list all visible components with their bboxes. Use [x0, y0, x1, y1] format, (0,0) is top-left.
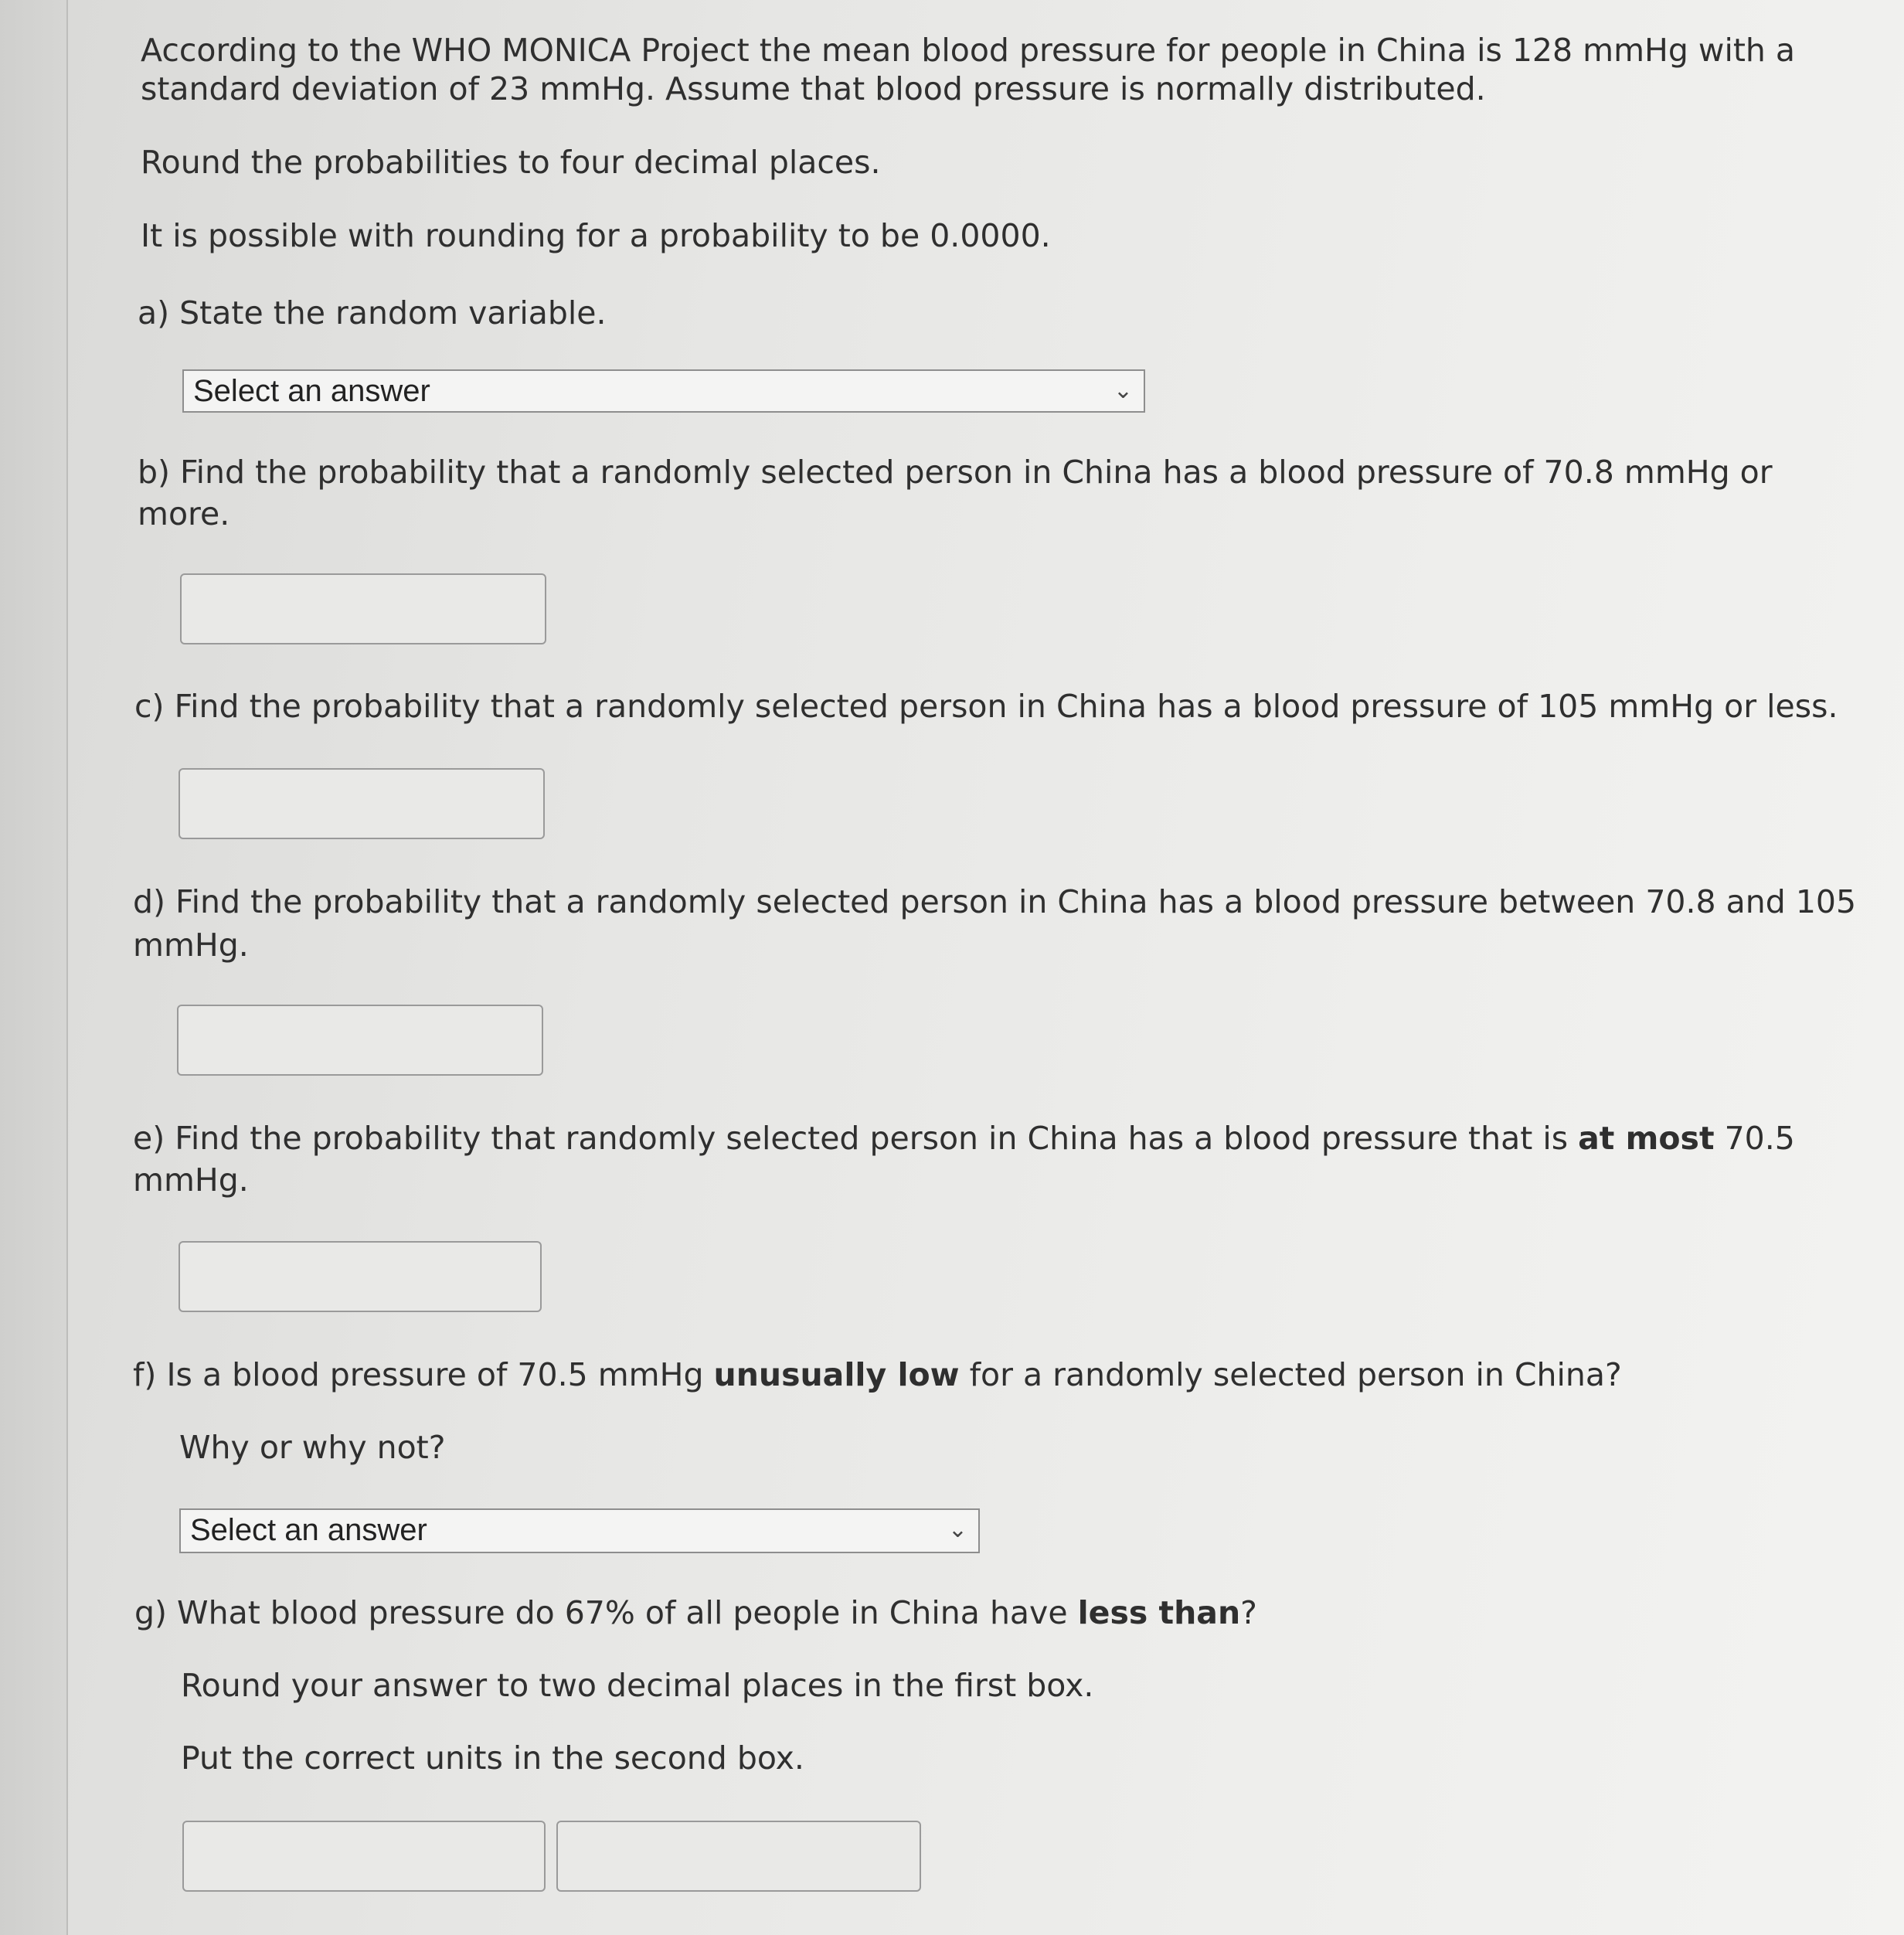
part-b-question-line-1: b) Find the probability that a randomly selected person in China has a blood pressure of 70.8 mmHg or: [138, 454, 1773, 491]
part-e-question-end: 70.5: [1714, 1120, 1795, 1157]
part-f-why-prompt: Why or why not?: [179, 1429, 446, 1466]
part-e-question-line-2: mmHg.: [133, 1161, 249, 1199]
part-g-question-end: ?: [1240, 1594, 1257, 1631]
part-c-question: c) Find the probability that a randomly selected person in China has a blood pressure of 105 mmHg or less.: [134, 688, 1838, 725]
part-f-question: [133, 1354, 1622, 1396]
part-g-round-note: Round your answer to two decimal places in the first box.: [181, 1667, 1094, 1704]
question-page: [68, 0, 1904, 1935]
part-d-question-line-2: mmHg.: [133, 927, 249, 964]
part-g-units-input[interactable]: [556, 1821, 921, 1892]
part-b-question-line-2: more.: [138, 495, 230, 532]
part-g-question-emphasis: less than: [1077, 1594, 1241, 1631]
part-d-question-line-1: d) Find the probability that a randomly selected person in China has a blood pressure between 70.8 and 105: [133, 883, 1857, 920]
part-g-question: [134, 1592, 1257, 1634]
part-b-answer-input[interactable]: [180, 573, 546, 644]
chevron-down-icon: ⌄: [947, 1517, 967, 1542]
unusual-reason-select[interactable]: [179, 1508, 980, 1553]
part-g-value-input[interactable]: [182, 1821, 546, 1892]
random-variable-select-value: Select an answer: [193, 374, 430, 408]
part-e-answer-input[interactable]: [178, 1241, 542, 1312]
part-f-question-emphasis: unusually low: [713, 1356, 960, 1393]
intro-line-1: According to the WHO MONICA Project the mean blood pressure for people in China is 128 mmHg with a: [141, 32, 1796, 69]
random-variable-select[interactable]: [182, 369, 1145, 413]
unusual-reason-select-value: Select an answer: [190, 1513, 427, 1547]
left-margin-strip: [0, 0, 68, 1935]
intro-line-2: standard deviation of 23 mmHg. Assume that blood pressure is normally distributed.: [141, 70, 1486, 107]
part-g-question-start: g) What blood pressure do 67% of all people in China have: [134, 1594, 1078, 1631]
part-e-question-emphasis: at most: [1578, 1120, 1715, 1157]
part-e-question-line-1: [133, 1117, 1795, 1159]
part-a-question: a) State the random variable.: [138, 294, 607, 332]
part-f-question-end: for a randomly selected person in China?: [959, 1356, 1622, 1393]
part-e-question-start: e) Find the probability that randomly selected person in China has a blood pressure that is: [133, 1120, 1579, 1157]
round-note: Round the probabilities to four decimal places.: [141, 144, 881, 181]
part-c-answer-input[interactable]: [178, 768, 545, 839]
part-d-answer-input[interactable]: [177, 1005, 543, 1076]
chevron-down-icon: ⌄: [1113, 378, 1133, 403]
part-g-units-note: Put the correct units in the second box.: [181, 1739, 804, 1777]
part-f-question-start: f) Is a blood pressure of 70.5 mmHg: [133, 1356, 714, 1393]
possible-zero-note: It is possible with rounding for a probability to be 0.0000.: [141, 217, 1051, 254]
